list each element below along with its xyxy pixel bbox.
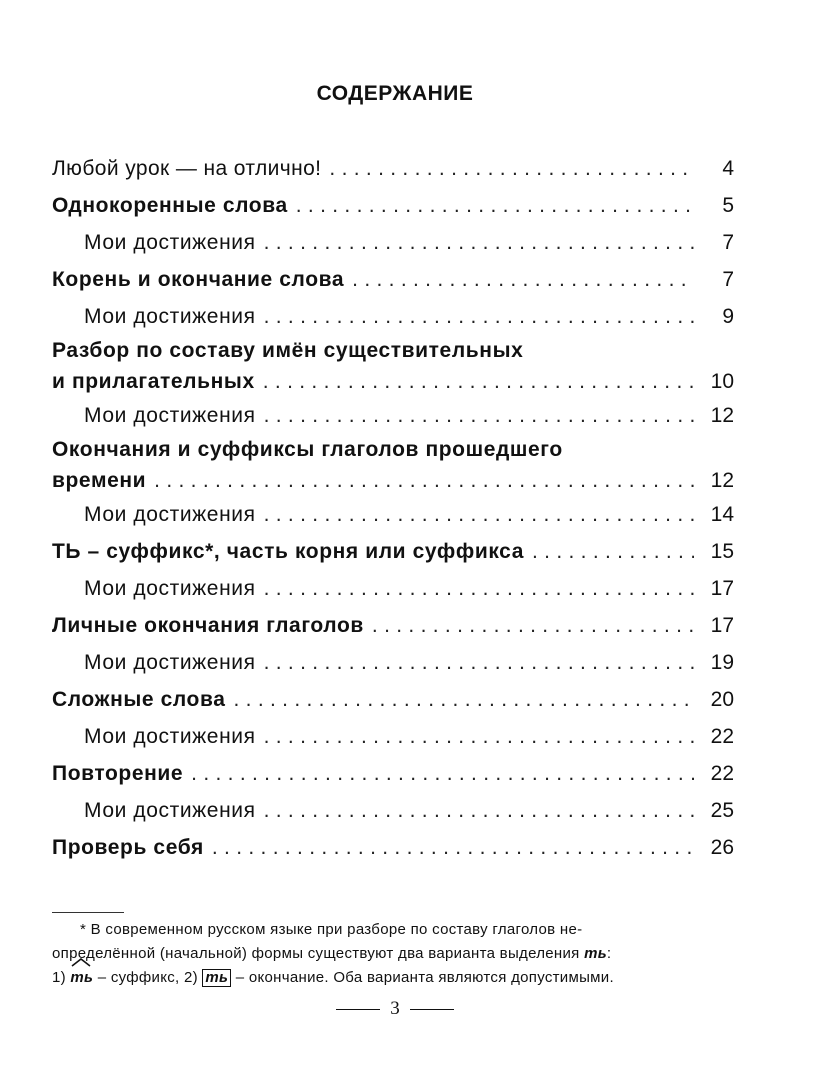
leader-dots (532, 533, 694, 570)
toc-entry[interactable] (52, 755, 734, 792)
toc-subentry[interactable] (52, 718, 734, 755)
table-of-contents (52, 150, 734, 866)
toc-entry-label: Мои достижения (84, 651, 256, 674)
toc-entry-label: Корень и окончание слова (52, 268, 345, 291)
suffix-marker (70, 966, 93, 990)
leader-dots (191, 755, 694, 792)
toc-entry-page: 12 (710, 469, 734, 492)
leader-dots (352, 261, 694, 298)
leader-dots (264, 224, 694, 261)
toc-entry-page: 5 (722, 194, 734, 217)
toc-subentry[interactable] (52, 644, 734, 681)
toc-entry-label: Мои достижения (84, 577, 256, 600)
toc-entry-label: и прилагательных (52, 370, 255, 393)
leader-dots (372, 607, 694, 644)
toc-entry-page: 7 (722, 268, 734, 291)
toc-entry-label: Мои достижения (84, 404, 256, 427)
toc-entry[interactable] (52, 187, 734, 224)
toc-entry[interactable] (52, 335, 734, 397)
toc-entry-page: 10 (710, 370, 734, 393)
toc-entry-label-line1: Разбор по составу имён существительных (52, 339, 524, 362)
toc-entry-page: 4 (722, 157, 734, 180)
page-number-dash-right (410, 1009, 454, 1010)
footnote-term: ть (584, 945, 607, 962)
toc-entry-label: Повторение (52, 762, 184, 785)
leader-dots (233, 681, 694, 718)
toc-subentry[interactable] (52, 298, 734, 335)
toc-subentry[interactable] (52, 496, 734, 533)
footnote-text: – окончание. Оба варианта являются допустимыми. (231, 969, 614, 986)
toc-entry-label: времени (52, 469, 147, 492)
leader-dots (264, 644, 694, 681)
toc-subentry[interactable] (52, 224, 734, 261)
page-number (0, 998, 790, 1020)
leader-dots (329, 150, 694, 187)
leader-dots (264, 718, 694, 755)
suffix-term: ть (70, 969, 94, 986)
ending-box-marker: ть (202, 969, 231, 987)
toc-entry-page: 15 (710, 540, 734, 563)
toc-entry-label: Мои достижения (84, 305, 256, 328)
toc-entry-label: Однокоренные слова (52, 194, 288, 217)
toc-entry-page: 9 (722, 305, 734, 328)
toc-subentry[interactable] (52, 570, 734, 607)
toc-entry-page: 19 (710, 651, 734, 674)
leader-dots (264, 570, 694, 607)
toc-entry-page: 26 (710, 836, 734, 859)
footnote-line: * В современном русском языке при разборе по составу глаголов не- (80, 921, 583, 938)
toc-entry-label: Проверь себя (52, 836, 204, 859)
toc-entry-page: 25 (710, 799, 734, 822)
leader-dots (264, 496, 694, 533)
toc-entry[interactable] (52, 533, 734, 570)
toc-entry-page: 7 (722, 231, 734, 254)
toc-subentry[interactable] (52, 397, 734, 434)
toc-entry[interactable] (52, 681, 734, 718)
leader-dots (212, 829, 694, 866)
leader-dots (296, 187, 694, 224)
footnote-text: : (606, 945, 612, 962)
toc-entry-label: Мои достижения (84, 231, 256, 254)
toc-entry-page: 17 (710, 577, 734, 600)
leader-dots (264, 298, 694, 335)
page-number-dash-left (336, 1009, 380, 1010)
footnote-line (52, 942, 736, 966)
toc-entry-label: Личные окончания глаголов (52, 614, 364, 637)
toc-entry-label-line1: Окончания и суффиксы глаголов прошедшего (52, 438, 563, 461)
toc-entry-page: 22 (710, 762, 734, 785)
footnote-text: определённой (начальной) формы существуют два варианта выделения (52, 945, 585, 962)
toc-entry-label: Мои достижения (84, 799, 256, 822)
toc-entry[interactable] (52, 261, 734, 298)
toc-entry[interactable] (52, 829, 734, 866)
leader-dots (154, 465, 694, 496)
toc-entry-page: 17 (710, 614, 734, 637)
leader-dots (263, 366, 694, 397)
toc-entry-label: Сложные слова (52, 688, 226, 711)
toc-subentry[interactable] (52, 792, 734, 829)
footnote-line (52, 966, 736, 990)
page-number-value: 3 (390, 998, 400, 1019)
toc-entry-page: 20 (710, 688, 734, 711)
toc-entry[interactable] (52, 607, 734, 644)
page-title: СОДЕРЖАНИЕ (316, 82, 474, 105)
footnote-text: – суффикс, 2) (93, 969, 203, 986)
footnote-text: 1) (52, 969, 71, 986)
toc-entry[interactable] (52, 434, 734, 496)
footnote-divider (52, 912, 124, 913)
footnote (52, 918, 736, 990)
toc-entry[interactable] (52, 150, 734, 187)
toc-entry-label: Мои достижения (84, 503, 256, 526)
toc-entry-label: ТЬ – суффикс*, часть корня или суффикса (52, 540, 524, 563)
toc-entry-label: Любой урок — на отлично! (52, 157, 322, 180)
toc-entry-page: 22 (710, 725, 734, 748)
leader-dots (264, 792, 694, 829)
leader-dots (264, 397, 694, 434)
toc-entry-page: 12 (710, 404, 734, 427)
toc-entry-page: 14 (710, 503, 734, 526)
toc-entry-label: Мои достижения (84, 725, 256, 748)
suffix-arc-icon (71, 957, 91, 967)
